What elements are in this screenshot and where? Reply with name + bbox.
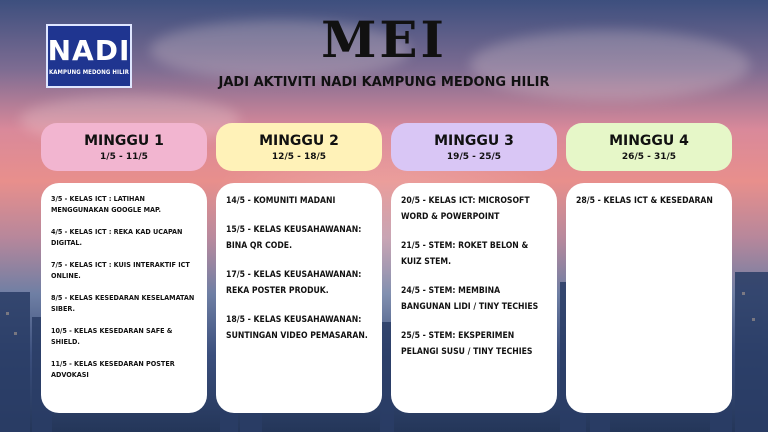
activity-item: 15/5 - KELAS KEUSAHAWANAN: BINA QR CODE.: [226, 225, 362, 251]
activity-item: 7/5 - KELAS ICT : KUIS INTERAKTIF ICT ONLINE.: [51, 260, 190, 280]
week-2-activity-card: [216, 183, 382, 413]
week-date-range: 12/5 - 18/5: [271, 152, 327, 162]
week-2-header: [216, 123, 382, 171]
week-4-header: [566, 123, 732, 171]
schedule-subtitle: JADI AKTIVITI NADI KAMPUNG MEDONG HILIR: [218, 75, 550, 90]
activity-item: 21/5 - STEM: ROKET BELON & KUIZ STEM.: [401, 241, 529, 267]
activity-item: 3/5 - KELAS ICT : LATIHAN MENGGUNAKAN GOOGLE MAP.: [51, 194, 161, 214]
activity-item: 18/5 - KELAS KEUSAHAWANAN: SUNTINGAN VIDEO PEMASARAN.: [226, 315, 368, 341]
week-date-range: 19/5 - 25/5: [446, 152, 502, 162]
activity-item: 14/5 - KOMUNITI MADANI: [226, 196, 336, 206]
week-4-activity-card: [566, 183, 732, 413]
activity-item: 17/5 - KELAS KEUSAHAWANAN: REKA POSTER PRODUK.: [226, 270, 362, 296]
logo-subtitle: KAMPUNG MEDONG HILIR: [49, 69, 129, 76]
week-name: MINGGU 3: [434, 133, 514, 149]
week-3-activity-card: [391, 183, 557, 413]
week-date-range: 1/5 - 11/5: [100, 152, 148, 162]
activity-item: 4/5 - KELAS ICT : REKA KAD UCAPAN DIGITAL.: [51, 227, 183, 247]
activity-item: 25/5 - STEM: EKSPERIMEN PELANGI SUSU / TINY TECHIES: [401, 331, 533, 357]
week-name: MINGGU 2: [259, 133, 339, 149]
week-date-range: 26/5 - 31/5: [621, 152, 677, 162]
week-1-header: [41, 123, 207, 171]
activity-item: 28/5 - KELAS ICT & KESEDARAN: [576, 196, 713, 206]
month-title: MEI: [321, 10, 447, 69]
activity-item: 24/5 - STEM: MEMBINA BANGUNAN LIDI / TINY TECHIES: [401, 286, 539, 312]
logo-wordmark: NADI: [47, 34, 131, 67]
activity-item: 10/5 - KELAS KESEDARAN SAFE & SHIELD.: [51, 326, 173, 346]
activity-item: 11/5 - KELAS KESEDARAN POSTER ADVOKASI: [51, 359, 175, 379]
week-name: MINGGU 4: [609, 133, 689, 149]
activity-item: 20/5 - KELAS ICT: MICROSOFT WORD & POWERPOINT: [401, 196, 530, 222]
week-name: MINGGU 1: [84, 133, 164, 149]
week-3-header: [391, 123, 557, 171]
week-1-activity-card: [41, 183, 207, 413]
activity-item: 8/5 - KELAS KESEDARAN KESELAMATAN SIBER.: [51, 293, 195, 313]
